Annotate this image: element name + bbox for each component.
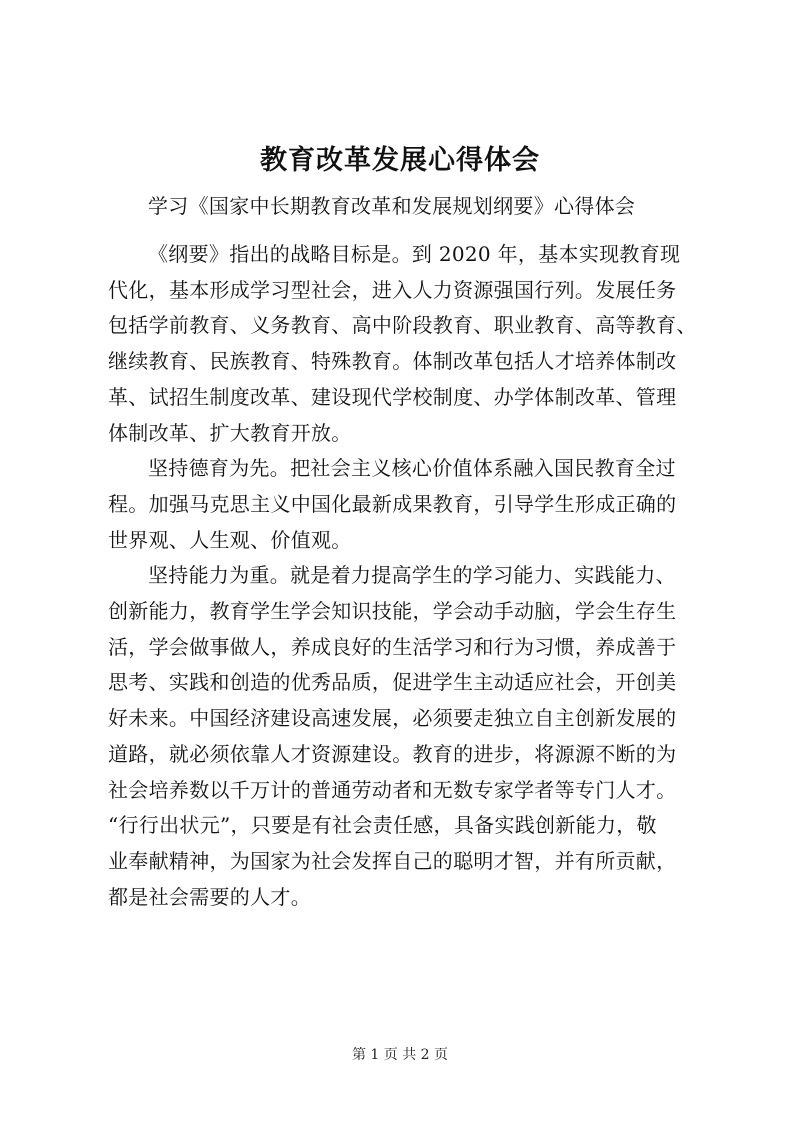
paragraph-ability-first [108,558,708,915]
paragraph-line: 包括学前教育、义务教育、高中阶段教育、职业教育、高等教育、 [108,313,697,338]
paragraph-line: “行行出状元”，只要是有社会责任感，具备实践创新能力，敬 [108,813,657,838]
paragraph-line: 思考、实践和创造的优秀品质，促进学生主动适应社会，开创美 [108,670,677,695]
paragraph-line: 程。加强马克思主义中国化最新成果教育，引导学生形成正确的 [108,491,677,516]
paragraph-line: 创新能力，教育学生学会知识技能，学会动手动脑，学会生存生 [108,599,677,624]
document-body [108,237,708,915]
paragraph-line: 都是社会需要的人才。 [108,884,311,909]
document-subtitle: 学习《国家中长期教育改革和发展规划纲要》心得体会 [148,194,636,218]
paragraph-line: 代化，基本形成学习型社会，进入人力资源强国行列。发展任务 [108,277,677,302]
paragraph-line: 坚持德育为先。把社会主义核心价值体系融入国民教育全过 [148,456,676,481]
paragraph-line: 社会培养数以千万计的普通劳动者和无数专家学者等专门人才。 [108,777,677,802]
paragraph-line: 革、试招生制度改革、建设现代学校制度、办学体制改革、管理 [108,384,677,409]
paragraph-strategic-goals [108,237,708,451]
paragraph-moral-education [108,451,708,558]
paragraph-line: 继续教育、民族教育、特殊教育。体制改革包括人才培养体制改 [108,349,677,374]
paragraph-line: 道路，就必须依靠人才资源建设。教育的进步，将源源不断的为 [108,741,677,766]
document-title: 教育改革发展心得体会 [260,145,540,176]
paragraph-line: 活，学会做事做人，养成良好的生活学习和行为习惯，养成善于 [108,634,677,659]
paragraph-line: 《纲要》指出的战略目标是。到 2020 年，基本实现教育现 [148,242,681,266]
paragraph-line: 体制改革、扩大教育开放。 [108,420,352,445]
page-number-footer: 第 1 页 共 2 页 [351,1047,449,1063]
paragraph-line: 业奉献精神，为国家为社会发挥自己的聪明才智，并有所贡献， [108,848,677,873]
paragraph-line: 世界观、人生观、价值观。 [108,527,352,552]
paragraph-line: 坚持能力为重。就是着力提高学生的学习能力、实践能力、 [148,563,676,588]
paragraph-line: 好未来。中国经济建设高速发展，必须要走独立自主创新发展的 [108,706,677,731]
